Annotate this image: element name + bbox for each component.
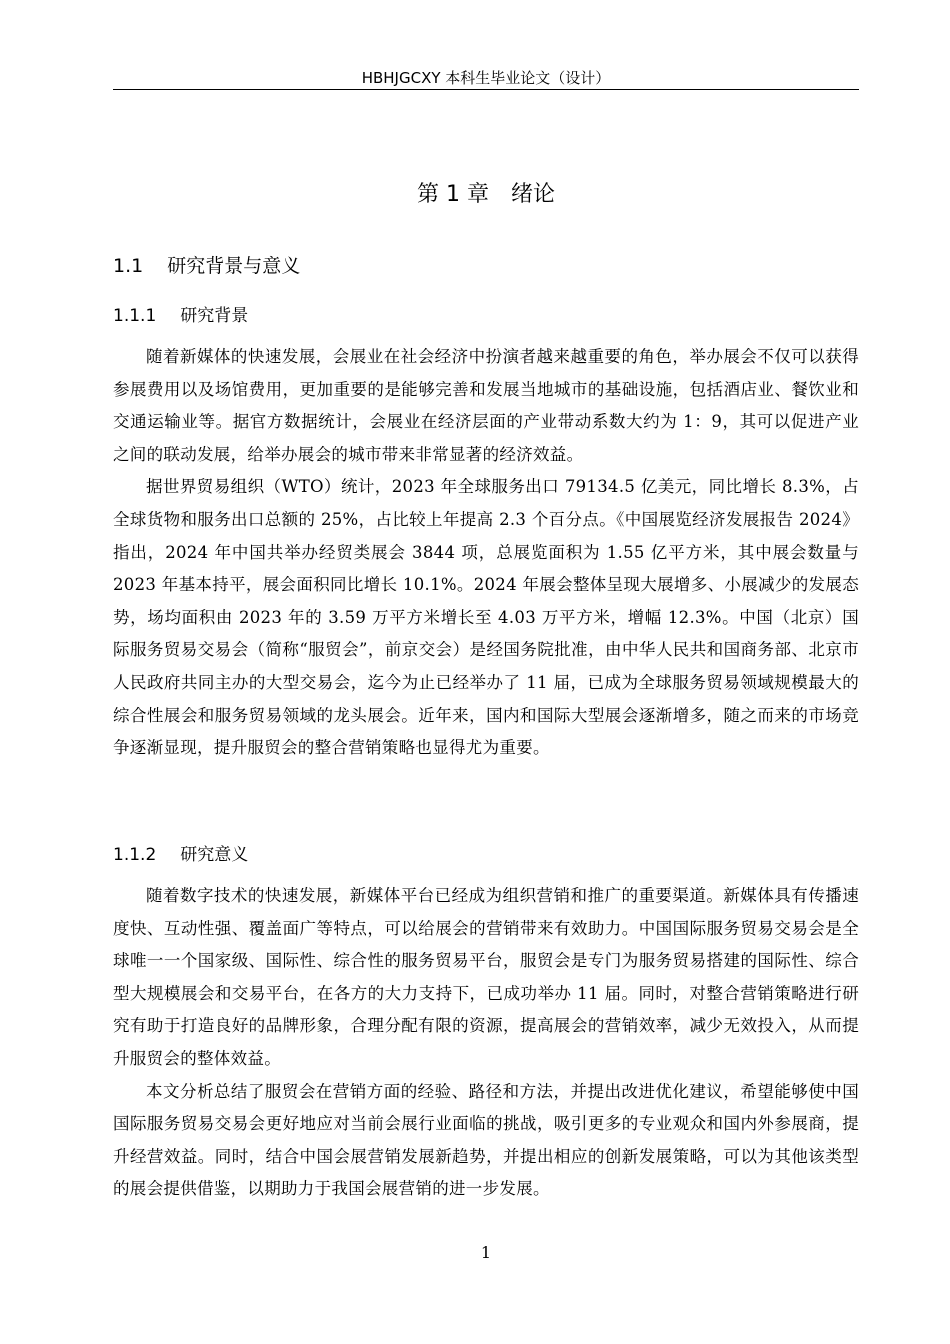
subsection-heading <box>113 842 248 868</box>
paragraph: 本文分析总结了服贸会在营销方面的经验、路径和方法，并提出改进优化建议，希望能够使中国国际服务贸易交易会更好地应对当前会展行业面临的挑战，吸引更多的专业观众和国内外参展商，提升经营效益。同时，结合中国会展营销发展新趋势，并提出相应的创新发展策略，可以为其他该类型的展会提供借鉴，以期助力于我国会展营销的进一步发展。 <box>113 1081 859 1199</box>
section-heading <box>113 252 300 280</box>
subsection-number: 1.1.1 <box>113 306 157 326</box>
chapter-title: 第 1 章 绪论 <box>417 182 555 207</box>
section-title: 研究背景与意义 <box>167 255 301 277</box>
paragraph: 随着新媒体的快速发展，会展业在社会经济中扮演者越来越重要的角色，举办展会不仅可以获得参展费用以及场馆费用，更加重要的是能够完善和发展当地城市的基础设施，包括酒店业、餐饮业和交通运输业等。据官方数据统计，会展业在经济层面的产业带动系数大约为 1：9，其可以促进产业之间的联动发展，给举办展会的城市带来非常显著的经济效益。 <box>113 347 859 464</box>
subsection-number: 1.1.2 <box>113 845 157 865</box>
subsection-title: 研究意义 <box>180 845 249 865</box>
paragraph: 据世界贸易组织（WTO）统计，2023 年全球服务出口 79134.5 亿美元，同比增长 8.3%，占全球货物和服务出口总额的 25%，占比较上年提高 2.3 个百分点。《中国展览经济发展报告 2024》指出，2024 年中国共举办经贸类展会 3844 项，总展览面积为 1.55 亿平方米，其中展会数量与 2023 年基本持平，展会面积同比增长 10.1%。2024 年展会整体呈现大展增多、小展减少的发展态势，场均面积由 2023 年的 3.59 万平方米增长至 4.03 万平方米，增幅 12.3%。中国（北京）国际服务贸易交易会（简称“服贸会”，前京交会）是经国务院批准，由中华人民共和国商务部、北京市人民政府共同主办的大型交易会，迄今为止已经举办了 11 届，已成为全球服务贸易领域规模最大的综合性展会和服务贸易领域的龙头展会。近年来，国内和国际大型展会逐渐增多，随之而来的市场竞争逐渐显现，提升服贸会的整合营销策略也显得尤为重要。 <box>113 477 859 758</box>
section-number: 1.1 <box>113 255 144 277</box>
subsection-heading <box>113 303 248 329</box>
page-number: 1 <box>480 1243 492 1262</box>
running-header: HBHJGCXY 本科生毕业论文（设计） <box>361 69 611 87</box>
significance-body <box>113 880 859 1206</box>
subsection-title: 研究背景 <box>180 306 249 326</box>
paragraph: 随着数字技术的快速发展，新媒体平台已经成为组织营销和推广的重要渠道。新媒体具有传播速度快、互动性强、覆盖面广等特点，可以给展会的营销带来有效助力。中国国际服务贸易交易会是全球唯一一个国家级、国际性、综合性的服务贸易平台，服贸会是专门为服务贸易搭建的国际性、综合型大规模展会和交易平台，在各方的大力支持下，已成功举办 11 届。同时，对整合营销策略进行研究有助于打造良好的品牌形象，合理分配有限的资源，提高展会的营销效率，减少无效投入，从而提升服贸会的整体效益。 <box>113 886 859 1068</box>
background-body <box>113 341 859 765</box>
header-rule <box>113 89 859 90</box>
